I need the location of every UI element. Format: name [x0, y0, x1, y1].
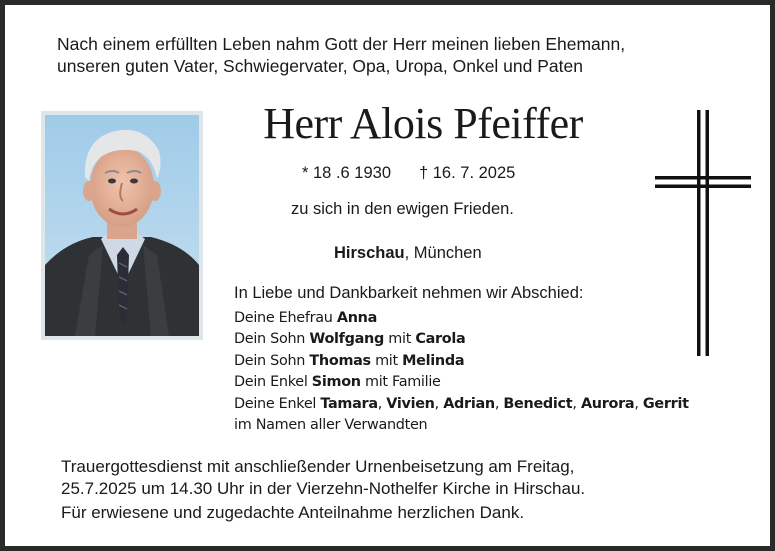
- relation-label: Dein Sohn: [234, 331, 310, 348]
- relation-suffix: mit Familie: [360, 374, 441, 391]
- separator: ,: [434, 395, 444, 412]
- separator: ,: [634, 395, 643, 412]
- intro-line-2: unseren guten Vater, Schwiegervater, Opa, Uropa, Onkel und Paten: [57, 56, 583, 76]
- family-member-name: Tamara: [320, 395, 378, 412]
- service-line-2: 25.7.2025 um 14.30 Uhr in der Vierzehn-Nothelfer Kirche in Hirschau.: [61, 479, 586, 498]
- connector-text: mit: [384, 331, 416, 348]
- intro-text: [57, 33, 737, 77]
- separator: ,: [377, 395, 387, 412]
- family-row-wife: [234, 308, 689, 329]
- family-row-grandchildren: [234, 394, 689, 415]
- latin-cross-icon: [655, 110, 751, 356]
- thanks-line: Für erwiesene und zugedachte Anteilnahme herzlichen Dank.: [61, 503, 525, 522]
- family-member-name: Vivien: [386, 395, 435, 412]
- place-line: [334, 243, 482, 263]
- connector-text: mit: [370, 352, 403, 369]
- family-member-name: Aurora: [580, 395, 635, 412]
- family-row-grandson: [234, 372, 689, 393]
- family-row-son-2: [234, 351, 689, 372]
- family-row-son-1: [234, 329, 689, 350]
- separator: ,: [572, 395, 581, 412]
- death-date: † 16. 7. 2025: [419, 164, 516, 182]
- relation-label: Dein Sohn: [234, 352, 310, 369]
- relation-label: Dein Enkel: [234, 374, 312, 391]
- birth-date: * 18 .6 1930: [302, 164, 391, 182]
- portrait-photo: [45, 115, 199, 336]
- service-announcement: [61, 456, 751, 500]
- life-dates: [302, 163, 515, 183]
- separator: ,: [494, 395, 504, 412]
- family-member-name: Benedict: [503, 395, 573, 412]
- portrait-frame: [41, 111, 203, 340]
- relation-label: Deine Enkel: [234, 395, 321, 412]
- farewell-line: In Liebe und Dankbarkeit nehmen wir Abschied:: [234, 284, 584, 302]
- intro-line-1: Nach einem erfüllten Leben nahm Gott der Herr meinen lieben Ehemann,: [57, 34, 626, 54]
- family-row-relatives: im Namen aller Verwandten: [234, 417, 428, 434]
- place-rest: , München: [404, 244, 482, 262]
- place-town: Hirschau: [334, 244, 405, 262]
- family-member-name: Simon: [311, 374, 361, 391]
- service-line-1: Trauergottesdienst mit anschließender Urnenbeisetzung am Freitag,: [61, 457, 575, 476]
- peace-line: zu sich in den ewigen Frieden.: [291, 200, 514, 218]
- family-member-name: Adrian: [443, 395, 495, 412]
- deceased-name: Herr Alois Pfeiffer: [263, 99, 583, 148]
- family-list: [234, 308, 689, 436]
- family-member-name: Carola: [415, 331, 466, 348]
- family-member-name: Anna: [336, 310, 377, 326]
- family-member-name: Gerrit: [642, 395, 689, 412]
- family-member-name: Wolfgang: [309, 331, 384, 348]
- family-member-name: Thomas: [309, 352, 371, 369]
- relation-label: Deine Ehefrau: [234, 310, 337, 326]
- family-member-name: Melinda: [402, 352, 465, 369]
